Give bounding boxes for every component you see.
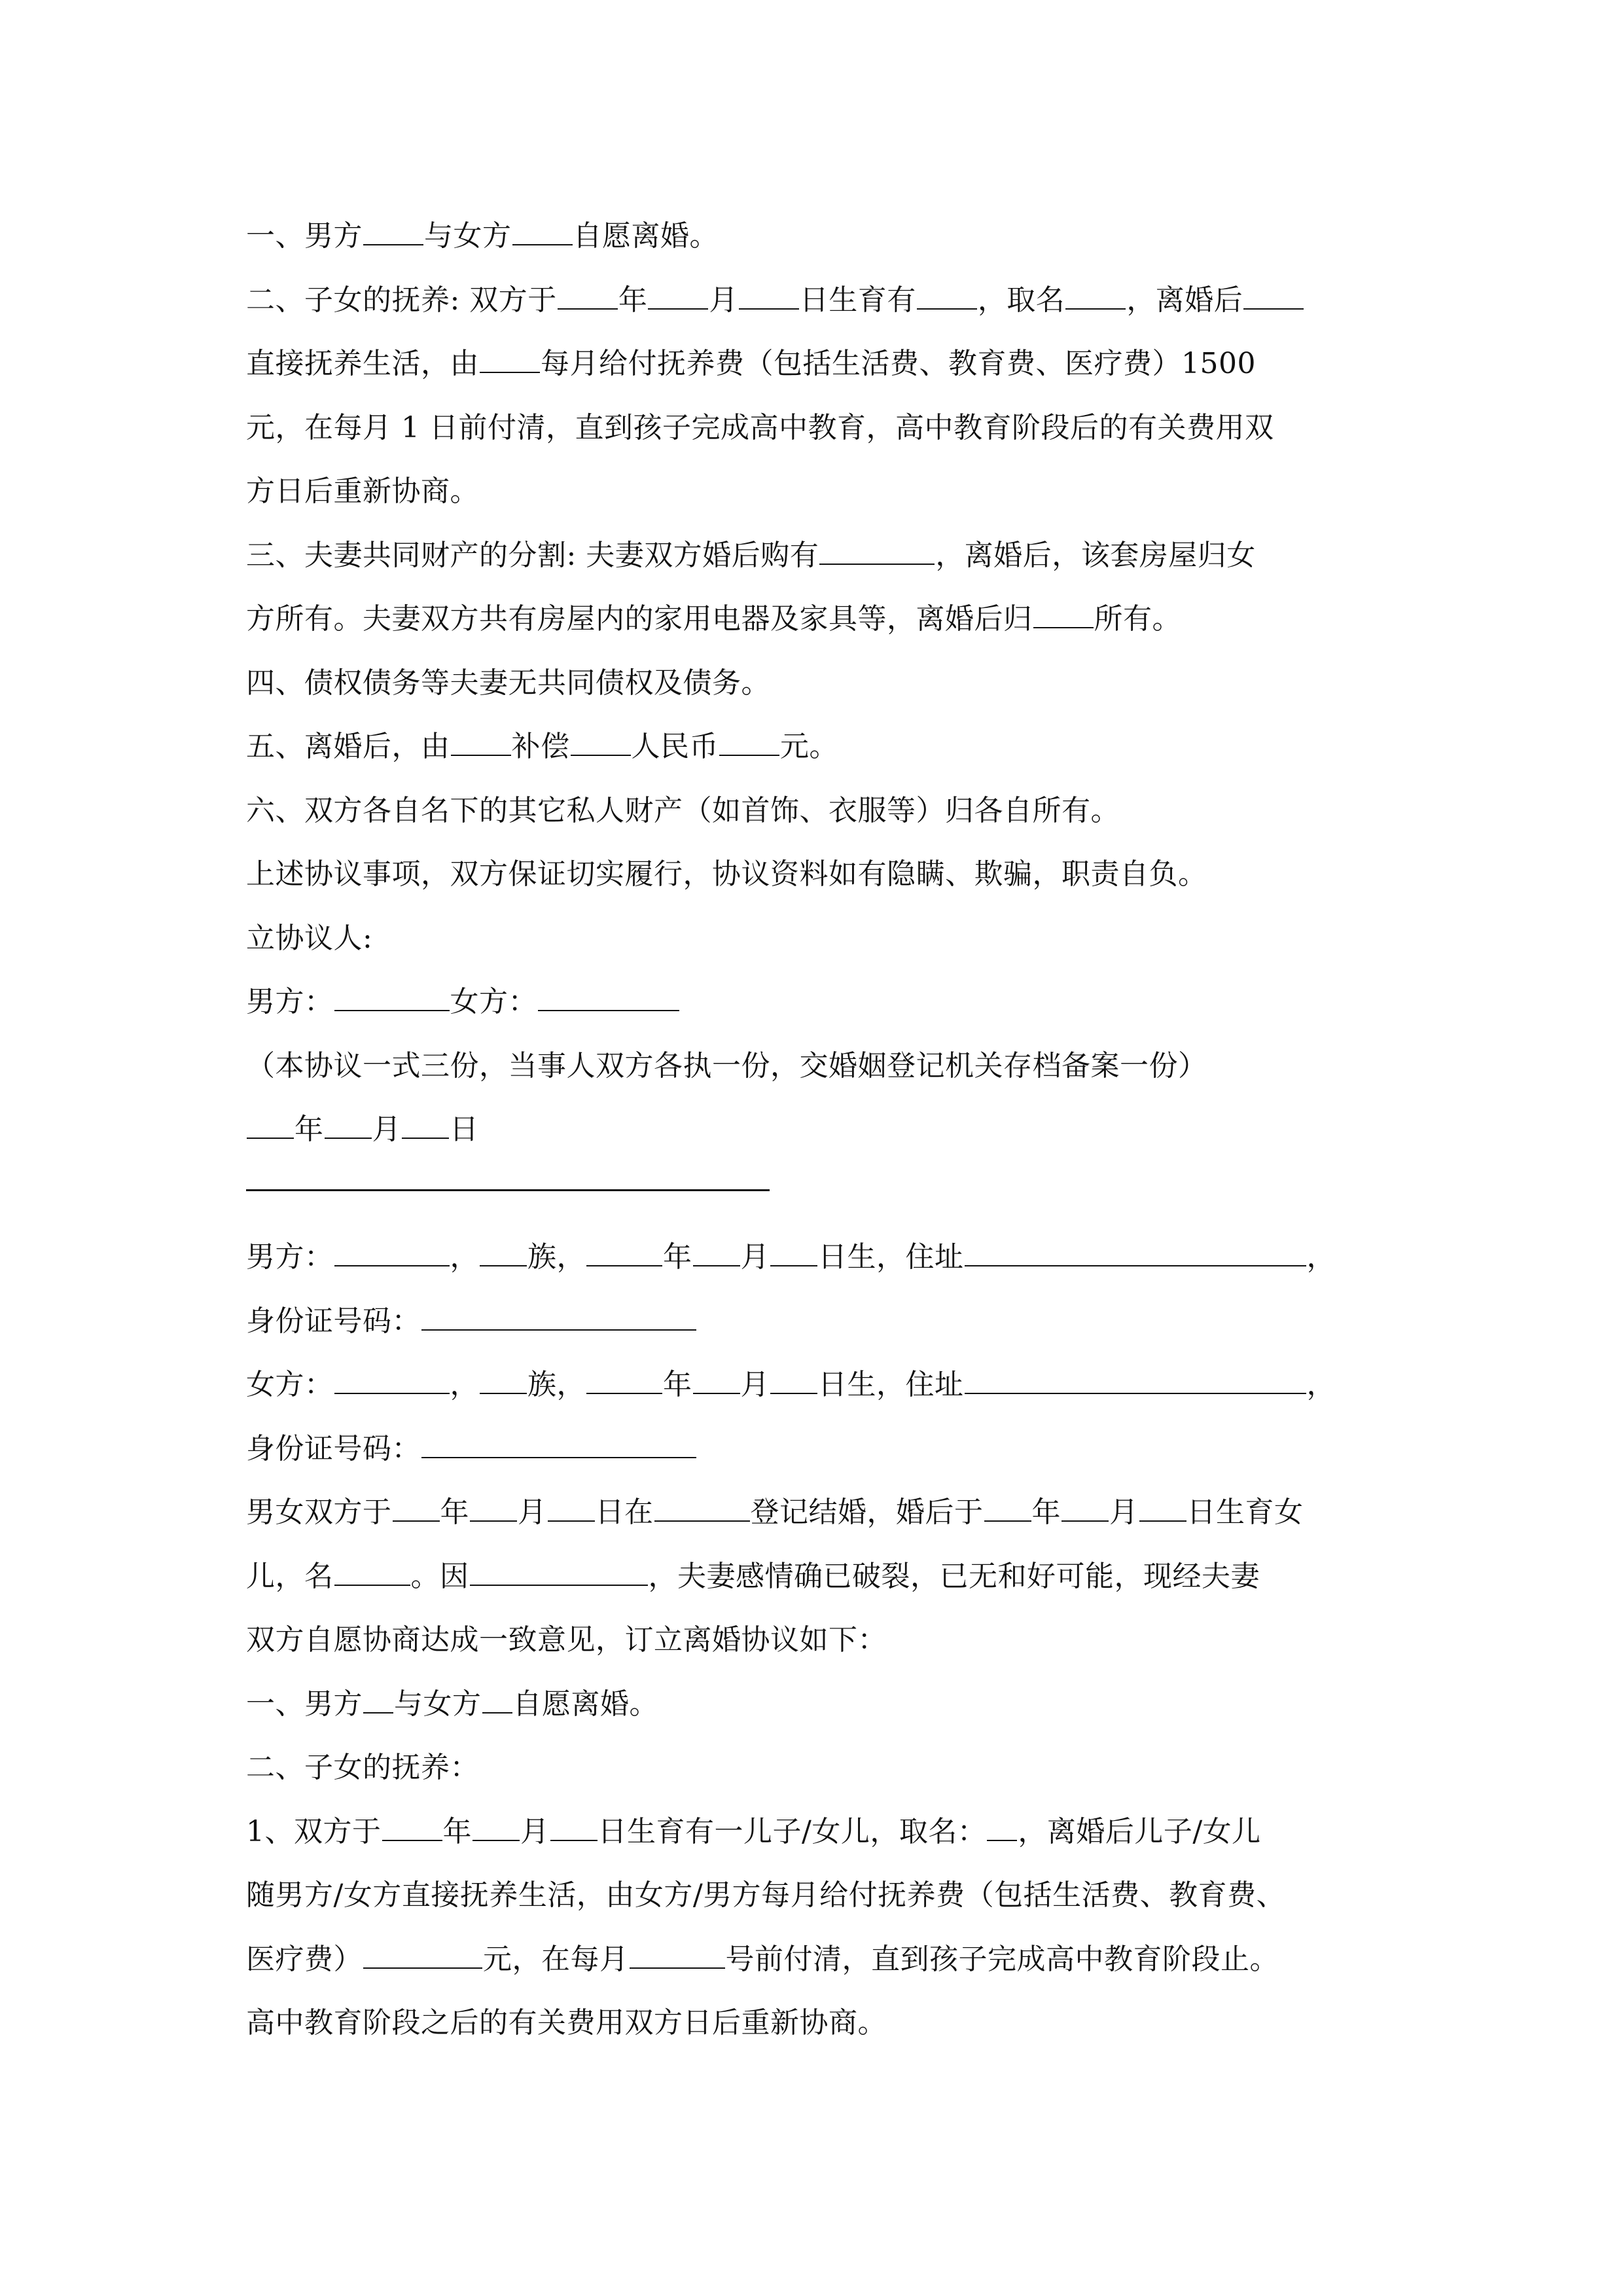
text: 随男方/女方直接抚养生活，由女方/男方每月给付抚养费（包括生活费、教育费、 bbox=[246, 1878, 1286, 1912]
fill-blank[interactable] bbox=[770, 1240, 817, 1266]
text: 五、离婚后，由 bbox=[246, 730, 450, 763]
clause-line-3 bbox=[246, 332, 1398, 396]
text: 日 bbox=[450, 1113, 479, 1146]
text: 补偿 bbox=[511, 730, 570, 763]
text: 月 bbox=[740, 1368, 770, 1401]
text: 族， bbox=[527, 1368, 586, 1401]
text: ，离婚后儿子/女儿 bbox=[1018, 1814, 1261, 1848]
text: 与女方 bbox=[424, 219, 512, 253]
party-woman-line bbox=[246, 1353, 1398, 1417]
text: 所有。 bbox=[1094, 602, 1181, 636]
fill-blank[interactable] bbox=[965, 1240, 1306, 1266]
text: 人民币 bbox=[631, 730, 719, 763]
fill-blank[interactable] bbox=[363, 1687, 393, 1713]
text: 双方自愿协商达成一致意见，订立离婚协议如下： bbox=[246, 1623, 887, 1657]
text: 上述协议事项，双方保证切实履行，协议资料如有隐瞒、欺骗，职责自负。 bbox=[246, 857, 1207, 891]
text: 二、子女的抚养: 双方于 bbox=[246, 283, 557, 317]
text: ，夫妻感情确已破裂，已无和好可能，现经夫妻 bbox=[648, 1559, 1260, 1593]
fill-blank[interactable] bbox=[917, 283, 977, 310]
text: 方所有。夫妻双方共有房屋内的家用电器及家具等，离婚后归 bbox=[246, 602, 1033, 636]
custody-line-2 bbox=[246, 1863, 1398, 1928]
text: 四、债权债务等夫妻无共同债权及债务。 bbox=[246, 666, 770, 700]
fill-blank[interactable] bbox=[334, 1368, 450, 1394]
text: ， bbox=[450, 1368, 479, 1401]
fill-blank[interactable] bbox=[819, 539, 935, 565]
fill-blank[interactable] bbox=[586, 1368, 662, 1394]
text: 六、双方各自名下的其它私人财产（如首饰、衣服等）归各自所有。 bbox=[246, 793, 1120, 827]
text: 身份证号码： bbox=[246, 1304, 421, 1338]
fill-blank[interactable] bbox=[512, 219, 573, 245]
fill-blank[interactable] bbox=[334, 985, 450, 1011]
fill-blank[interactable] bbox=[1243, 283, 1304, 310]
text: 月 bbox=[518, 1496, 547, 1529]
text: 身份证号码： bbox=[246, 1431, 421, 1465]
fill-blank[interactable] bbox=[739, 283, 799, 310]
text: 高中教育阶段之后的有关费用双方日后重新协商。 bbox=[246, 2006, 887, 2039]
fill-blank[interactable] bbox=[984, 1496, 1031, 1522]
clause-line-11 bbox=[246, 842, 1398, 906]
clause-line-10 bbox=[246, 779, 1398, 843]
clause-line-9 bbox=[246, 715, 1398, 779]
fill-blank[interactable] bbox=[480, 347, 540, 373]
fill-blank[interactable] bbox=[334, 1240, 450, 1266]
fill-blank[interactable] bbox=[558, 283, 618, 310]
clause-line-1 bbox=[246, 204, 1398, 268]
text: 医疗费） bbox=[246, 1942, 363, 1976]
clause-line-5 bbox=[246, 459, 1398, 524]
fill-blank[interactable] bbox=[965, 1368, 1306, 1394]
text: 月 bbox=[1109, 1496, 1139, 1529]
text: 二、子女的抚养： bbox=[246, 1751, 479, 1784]
fill-blank[interactable] bbox=[987, 1815, 1017, 1841]
fill-blank[interactable] bbox=[538, 985, 679, 1011]
fill-blank[interactable] bbox=[1065, 283, 1126, 310]
text: 年 bbox=[618, 283, 648, 317]
text: 。因 bbox=[410, 1559, 469, 1593]
fill-blank[interactable] bbox=[451, 730, 511, 756]
clause2-line-2 bbox=[246, 1736, 1398, 1800]
fill-blank[interactable] bbox=[473, 1815, 520, 1841]
date-line bbox=[246, 1098, 1398, 1162]
horizontal-rule bbox=[246, 1189, 770, 1191]
text: ，取名 bbox=[977, 283, 1065, 317]
text: 年 bbox=[663, 1240, 692, 1274]
text: 年 bbox=[663, 1368, 692, 1401]
text: 月 bbox=[709, 283, 738, 317]
fill-blank[interactable] bbox=[693, 1240, 740, 1266]
fill-blank[interactable] bbox=[402, 1113, 449, 1139]
fill-blank[interactable] bbox=[363, 219, 423, 245]
text: 月 bbox=[520, 1814, 550, 1848]
text: 自愿离婚。 bbox=[512, 1687, 658, 1721]
text: 日生育女 bbox=[1186, 1496, 1304, 1529]
separator-line bbox=[246, 1162, 1398, 1226]
fill-blank[interactable] bbox=[334, 1560, 410, 1586]
text: 女方： bbox=[450, 985, 537, 1018]
fill-blank[interactable] bbox=[630, 1943, 725, 1969]
text: ， bbox=[450, 1240, 479, 1274]
clause-line-7 bbox=[246, 587, 1398, 651]
text: 元，在每月 1 日前付清，直到孩子完成高中教育，高中教育阶段后的有关费用双 bbox=[246, 410, 1274, 444]
fill-blank[interactable] bbox=[421, 1432, 696, 1458]
fill-blank[interactable] bbox=[550, 1815, 597, 1841]
text: ， bbox=[1306, 1368, 1336, 1401]
fill-blank[interactable] bbox=[480, 1240, 527, 1266]
text: 族， bbox=[527, 1240, 586, 1274]
fill-blank[interactable] bbox=[719, 730, 779, 756]
clause-line-12 bbox=[246, 906, 1398, 971]
fill-blank[interactable] bbox=[1033, 602, 1094, 628]
text: 年 bbox=[440, 1496, 469, 1529]
fill-blank[interactable] bbox=[654, 1496, 750, 1522]
clause-line-8 bbox=[246, 651, 1398, 715]
text: 日生育有一儿子/女儿，取名： bbox=[597, 1814, 987, 1848]
marriage-line bbox=[246, 1480, 1398, 1545]
fill-blank[interactable] bbox=[480, 1368, 527, 1394]
fill-blank[interactable] bbox=[1061, 1496, 1109, 1522]
text: 号前付清，直到孩子完成高中教育阶段止。 bbox=[725, 1942, 1279, 1976]
fill-blank[interactable] bbox=[693, 1368, 740, 1394]
text: 立协议人: bbox=[246, 921, 373, 955]
text: 自愿离婚。 bbox=[573, 219, 719, 253]
man-id-line bbox=[246, 1289, 1398, 1354]
text: ，离婚后 bbox=[1126, 283, 1243, 317]
text: 日生育有 bbox=[799, 283, 916, 317]
fill-blank[interactable] bbox=[470, 1496, 517, 1522]
fill-blank[interactable] bbox=[325, 1113, 372, 1139]
fill-blank[interactable] bbox=[382, 1815, 442, 1841]
fill-blank[interactable] bbox=[421, 1304, 696, 1331]
text: 月 bbox=[740, 1240, 770, 1274]
text: 年 bbox=[1031, 1496, 1061, 1529]
text: 日生，住址 bbox=[818, 1368, 964, 1401]
text: 三、夫妻共同财产的分割: 夫妻双方婚后购有 bbox=[246, 538, 819, 572]
fill-blank[interactable] bbox=[393, 1496, 440, 1522]
fill-blank[interactable] bbox=[482, 1687, 512, 1713]
fill-blank[interactable] bbox=[571, 730, 631, 756]
signature-line bbox=[246, 970, 1398, 1034]
text: 一、男方 bbox=[246, 1687, 363, 1721]
clause2-line-1 bbox=[246, 1672, 1398, 1736]
custody-line-1 bbox=[246, 1800, 1398, 1864]
text: 男女双方于 bbox=[246, 1496, 392, 1529]
clause-line-2 bbox=[246, 268, 1398, 332]
fill-blank[interactable] bbox=[648, 283, 708, 310]
text: 男方： bbox=[246, 985, 334, 1018]
text: 女方： bbox=[246, 1368, 334, 1401]
text: 登记结婚，婚后于 bbox=[750, 1496, 984, 1529]
fill-blank[interactable] bbox=[247, 1113, 294, 1139]
fill-blank[interactable] bbox=[1139, 1496, 1186, 1522]
text: 元。 bbox=[780, 730, 838, 763]
custody-line-3 bbox=[246, 1928, 1398, 1992]
party-man-line bbox=[246, 1225, 1398, 1289]
text: （本协议一式三份，当事人双方各执一份，交婚姻登记机关存档备案一份） bbox=[246, 1049, 1207, 1083]
custody-line-4 bbox=[246, 1991, 1398, 2055]
fill-blank[interactable] bbox=[548, 1496, 595, 1522]
text: 与女方 bbox=[394, 1687, 482, 1721]
text: 1、双方于 bbox=[246, 1814, 382, 1848]
text: 日生，住址 bbox=[818, 1240, 964, 1274]
clause-line-4 bbox=[246, 396, 1398, 460]
text: ， bbox=[1306, 1240, 1336, 1274]
fill-blank[interactable] bbox=[363, 1943, 482, 1969]
clause-line-6 bbox=[246, 524, 1398, 588]
text: 元，在每月 bbox=[483, 1942, 629, 1976]
text: 男方： bbox=[246, 1240, 334, 1274]
fill-blank[interactable] bbox=[586, 1240, 662, 1266]
fill-blank[interactable] bbox=[470, 1560, 648, 1586]
text: 年 bbox=[442, 1814, 472, 1848]
text: 儿，名 bbox=[246, 1559, 334, 1593]
text: 每月给付抚养费（包括生活费、教育费、医疗费）1500 bbox=[541, 347, 1256, 380]
agreement-intro-line bbox=[246, 1608, 1398, 1672]
woman-id-line bbox=[246, 1417, 1398, 1481]
text: 方日后重新协商。 bbox=[246, 475, 479, 508]
text: 月 bbox=[372, 1113, 401, 1146]
copies-note bbox=[246, 1034, 1398, 1098]
text: 一、男方 bbox=[246, 219, 363, 253]
reason-line bbox=[246, 1545, 1398, 1609]
text: 年 bbox=[294, 1113, 324, 1146]
text: ，离婚后，该套房屋归女 bbox=[935, 538, 1256, 572]
text: 直接抚养生活，由 bbox=[246, 347, 479, 380]
document-body bbox=[246, 204, 1398, 2055]
text: 日在 bbox=[595, 1496, 654, 1529]
fill-blank[interactable] bbox=[770, 1368, 817, 1394]
